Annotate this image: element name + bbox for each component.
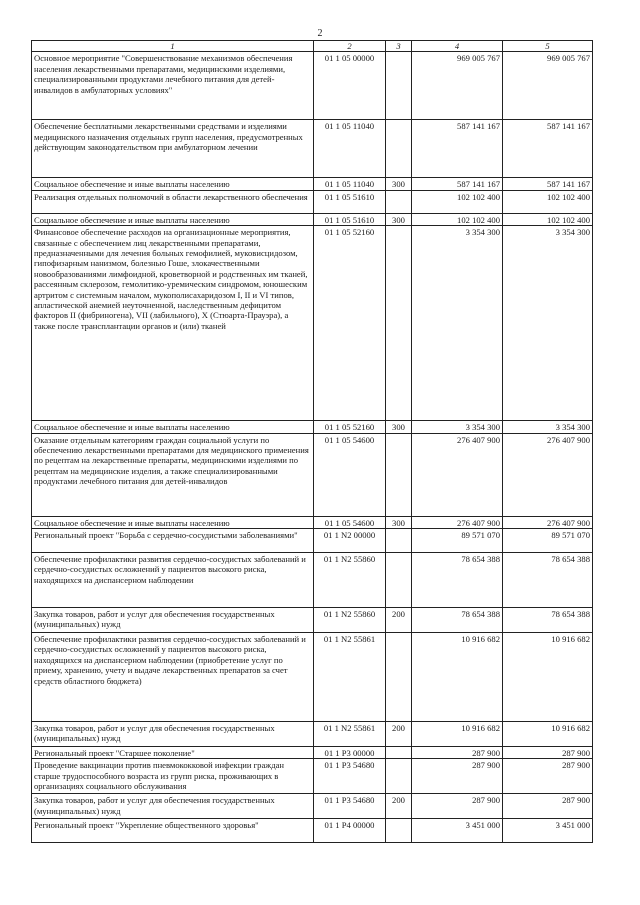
row-sum2: 3 354 300 — [503, 226, 593, 421]
row-name: Проведение вакцинации против пневмококковой инфекции граждан старше трудоспособного возраста из групп риска, проживающих в организациях социального обслуживания — [32, 759, 314, 794]
table-row — [32, 120, 593, 178]
row-name: Оказание отдельным категориям граждан социальной услуги по обеспечению лекарственными препаратами для медицинского применения по рецептам на лекарственные препараты, медицинскими изделиями по рецептам на медицинские изделия, а также специализированными продуктами лечебного питания для детей-инвалидов — [32, 433, 314, 516]
row-sum1: 287 900 — [412, 759, 503, 794]
table-row — [32, 553, 593, 608]
row-sum1: 276 407 900 — [412, 433, 503, 516]
row-type — [386, 433, 412, 516]
row-code: 01 1 N2 55861 — [314, 633, 386, 722]
row-sum2: 287 900 — [503, 759, 593, 794]
row-code: 01 1 05 52160 — [314, 226, 386, 421]
row-type — [386, 120, 412, 178]
row-type: 200 — [386, 794, 412, 819]
row-sum1: 287 900 — [412, 794, 503, 819]
row-code: 01 1 N2 55861 — [314, 722, 386, 747]
row-type: 300 — [386, 421, 412, 433]
row-sum1: 3 451 000 — [412, 819, 503, 843]
table-row — [32, 226, 593, 421]
row-sum2: 10 916 682 — [503, 633, 593, 722]
row-code: 01 1 05 00000 — [314, 52, 386, 120]
table-row — [32, 608, 593, 633]
page-number: 2 — [317, 28, 323, 39]
row-name: Закупка товаров, работ и услуг для обеспечения государственных (муниципальных) нужд — [32, 794, 314, 819]
row-code: 01 1 05 11040 — [314, 120, 386, 178]
row-sum1: 287 900 — [412, 747, 503, 759]
row-sum1: 89 571 070 — [412, 529, 503, 553]
row-sum2: 78 654 388 — [503, 608, 593, 633]
row-name: Закупка товаров, работ и услуг для обеспечения государственных (муниципальных) нужд — [32, 722, 314, 747]
row-name: Обеспечение профилактики развития сердечно-сосудистых заболеваний и сердечно-сосудистых осложнений у пациентов высокого риска, находящихся на диспансерном наблюдении (приобретение услуг по приему, хранению, учету и выдаче лекарственных препаратов за счет средств областного бюджета) — [32, 633, 314, 722]
row-code: 01 1 P3 54680 — [314, 794, 386, 819]
header-type: 3 — [386, 41, 412, 52]
row-type: 300 — [386, 178, 412, 190]
row-code: 01 1 N2 55860 — [314, 553, 386, 608]
row-sum2: 276 407 900 — [503, 433, 593, 516]
row-sum1: 102 102 400 — [412, 190, 503, 213]
row-code: 01 1 05 51610 — [314, 190, 386, 213]
table-row — [32, 178, 593, 190]
row-sum2: 276 407 900 — [503, 516, 593, 528]
row-sum2: 3 354 300 — [503, 421, 593, 433]
table-row — [32, 633, 593, 722]
table-row — [32, 190, 593, 213]
row-code: 01 1 N2 55860 — [314, 608, 386, 633]
table-row — [32, 722, 593, 747]
row-type: 300 — [386, 516, 412, 528]
row-type: 200 — [386, 608, 412, 633]
table-row — [32, 819, 593, 843]
row-name: Социальное обеспечение и иные выплаты населению — [32, 178, 314, 190]
table-row — [32, 516, 593, 528]
row-sum1: 10 916 682 — [412, 722, 503, 747]
table-row — [32, 747, 593, 759]
row-type — [386, 553, 412, 608]
row-sum2: 587 141 167 — [503, 120, 593, 178]
row-sum1: 10 916 682 — [412, 633, 503, 722]
row-sum2: 78 654 388 — [503, 553, 593, 608]
row-sum1: 276 407 900 — [412, 516, 503, 528]
row-name: Социальное обеспечение и иные выплаты населению — [32, 213, 314, 225]
row-name: Обеспечение бесплатными лекарственными средствами и изделиями медицинского назначения отдельных групп населения, предусмотренных действующим законодательством при амбулаторном лечении — [32, 120, 314, 178]
row-sum2: 587 141 167 — [503, 178, 593, 190]
header-row — [32, 41, 593, 52]
row-name: Региональный проект "Укрепление общественного здоровья" — [32, 819, 314, 843]
row-name: Региональный проект "Борьба с сердечно-сосудистыми заболеваниями" — [32, 529, 314, 553]
row-type — [386, 52, 412, 120]
row-name: Обеспечение профилактики развития сердечно-сосудистых заболеваний и сердечно-сосудистых осложнений у пациентов высокого риска, находящихся на диспансерном наблюдении — [32, 553, 314, 608]
row-code: 01 1 05 51610 — [314, 213, 386, 225]
row-type — [386, 747, 412, 759]
row-code: 01 1 P3 54680 — [314, 759, 386, 794]
table-row — [32, 421, 593, 433]
row-code: 01 1 05 54600 — [314, 433, 386, 516]
row-sum1: 78 654 388 — [412, 553, 503, 608]
row-type — [386, 226, 412, 421]
table-row — [32, 794, 593, 819]
row-sum1: 3 354 300 — [412, 226, 503, 421]
row-sum1: 102 102 400 — [412, 213, 503, 225]
row-sum2: 102 102 400 — [503, 213, 593, 225]
row-code: 01 1 P3 00000 — [314, 747, 386, 759]
row-sum1: 3 354 300 — [412, 421, 503, 433]
row-sum2: 3 451 000 — [503, 819, 593, 843]
table-row — [32, 529, 593, 553]
row-type — [386, 190, 412, 213]
table-row — [32, 759, 593, 794]
row-sum2: 89 571 070 — [503, 529, 593, 553]
row-name: Основное мероприятие "Совершенствование механизмов обеспечения населения лекарственными препаратами, медицинскими изделиями, специализированными продуктами лечебного питания для детей-инвалидов в амбулаторных условиях" — [32, 52, 314, 120]
row-code: 01 1 05 54600 — [314, 516, 386, 528]
row-name: Социальное обеспечение и иные выплаты населению — [32, 421, 314, 433]
row-type: 200 — [386, 722, 412, 747]
row-code: 01 1 N2 00000 — [314, 529, 386, 553]
row-name: Социальное обеспечение и иные выплаты населению — [32, 516, 314, 528]
row-sum1: 78 654 388 — [412, 608, 503, 633]
header-sum2: 5 — [503, 41, 593, 52]
header-sum1: 4 — [412, 41, 503, 52]
table-row — [32, 213, 593, 225]
row-type — [386, 529, 412, 553]
row-sum1: 587 141 167 — [412, 120, 503, 178]
row-code: 01 1 05 11040 — [314, 178, 386, 190]
table-row — [32, 433, 593, 516]
row-sum2: 287 900 — [503, 794, 593, 819]
row-name: Закупка товаров, работ и услуг для обеспечения государственных (муниципальных) нужд — [32, 608, 314, 633]
row-sum1: 969 005 767 — [412, 52, 503, 120]
row-type — [386, 819, 412, 843]
row-sum2: 969 005 767 — [503, 52, 593, 120]
row-type: 300 — [386, 213, 412, 225]
header-code: 2 — [314, 41, 386, 52]
header-name: 1 — [32, 41, 314, 52]
row-sum2: 102 102 400 — [503, 190, 593, 213]
row-name: Реализация отдельных полномочий в области лекарственного обеспечения — [32, 190, 314, 213]
row-code: 01 1 05 52160 — [314, 421, 386, 433]
row-code: 01 1 P4 00000 — [314, 819, 386, 843]
row-sum2: 10 916 682 — [503, 722, 593, 747]
row-sum2: 287 900 — [503, 747, 593, 759]
row-type — [386, 633, 412, 722]
table-row — [32, 52, 593, 120]
row-name: Региональный проект "Старшее поколение" — [32, 747, 314, 759]
budget-table — [31, 40, 593, 843]
row-type — [386, 759, 412, 794]
row-name: Финансовое обеспечение расходов на организационные мероприятия, связанные с обеспечением лиц лекарственными препаратами, предназначенными для лечения больных гемофилией, муковисцидозом, гипофизарным нанизмом, болезнью Гоше, злокачественными новообразованиями лимфоидной, кроветворной и родственных им тканей, рассеянным склерозом, гемолитико-уремическим синдромом, юношеским артритом с системным началом, мукополисахаридозом I, II и VI типов, апластической анемией неуточненной, наследственным дефицитом факторов II (фибриногена), VII (лабильного), X (Стюарта-Прауэра), а также после трансплантации органов и (или) тканей — [32, 226, 314, 421]
row-sum1: 587 141 167 — [412, 178, 503, 190]
